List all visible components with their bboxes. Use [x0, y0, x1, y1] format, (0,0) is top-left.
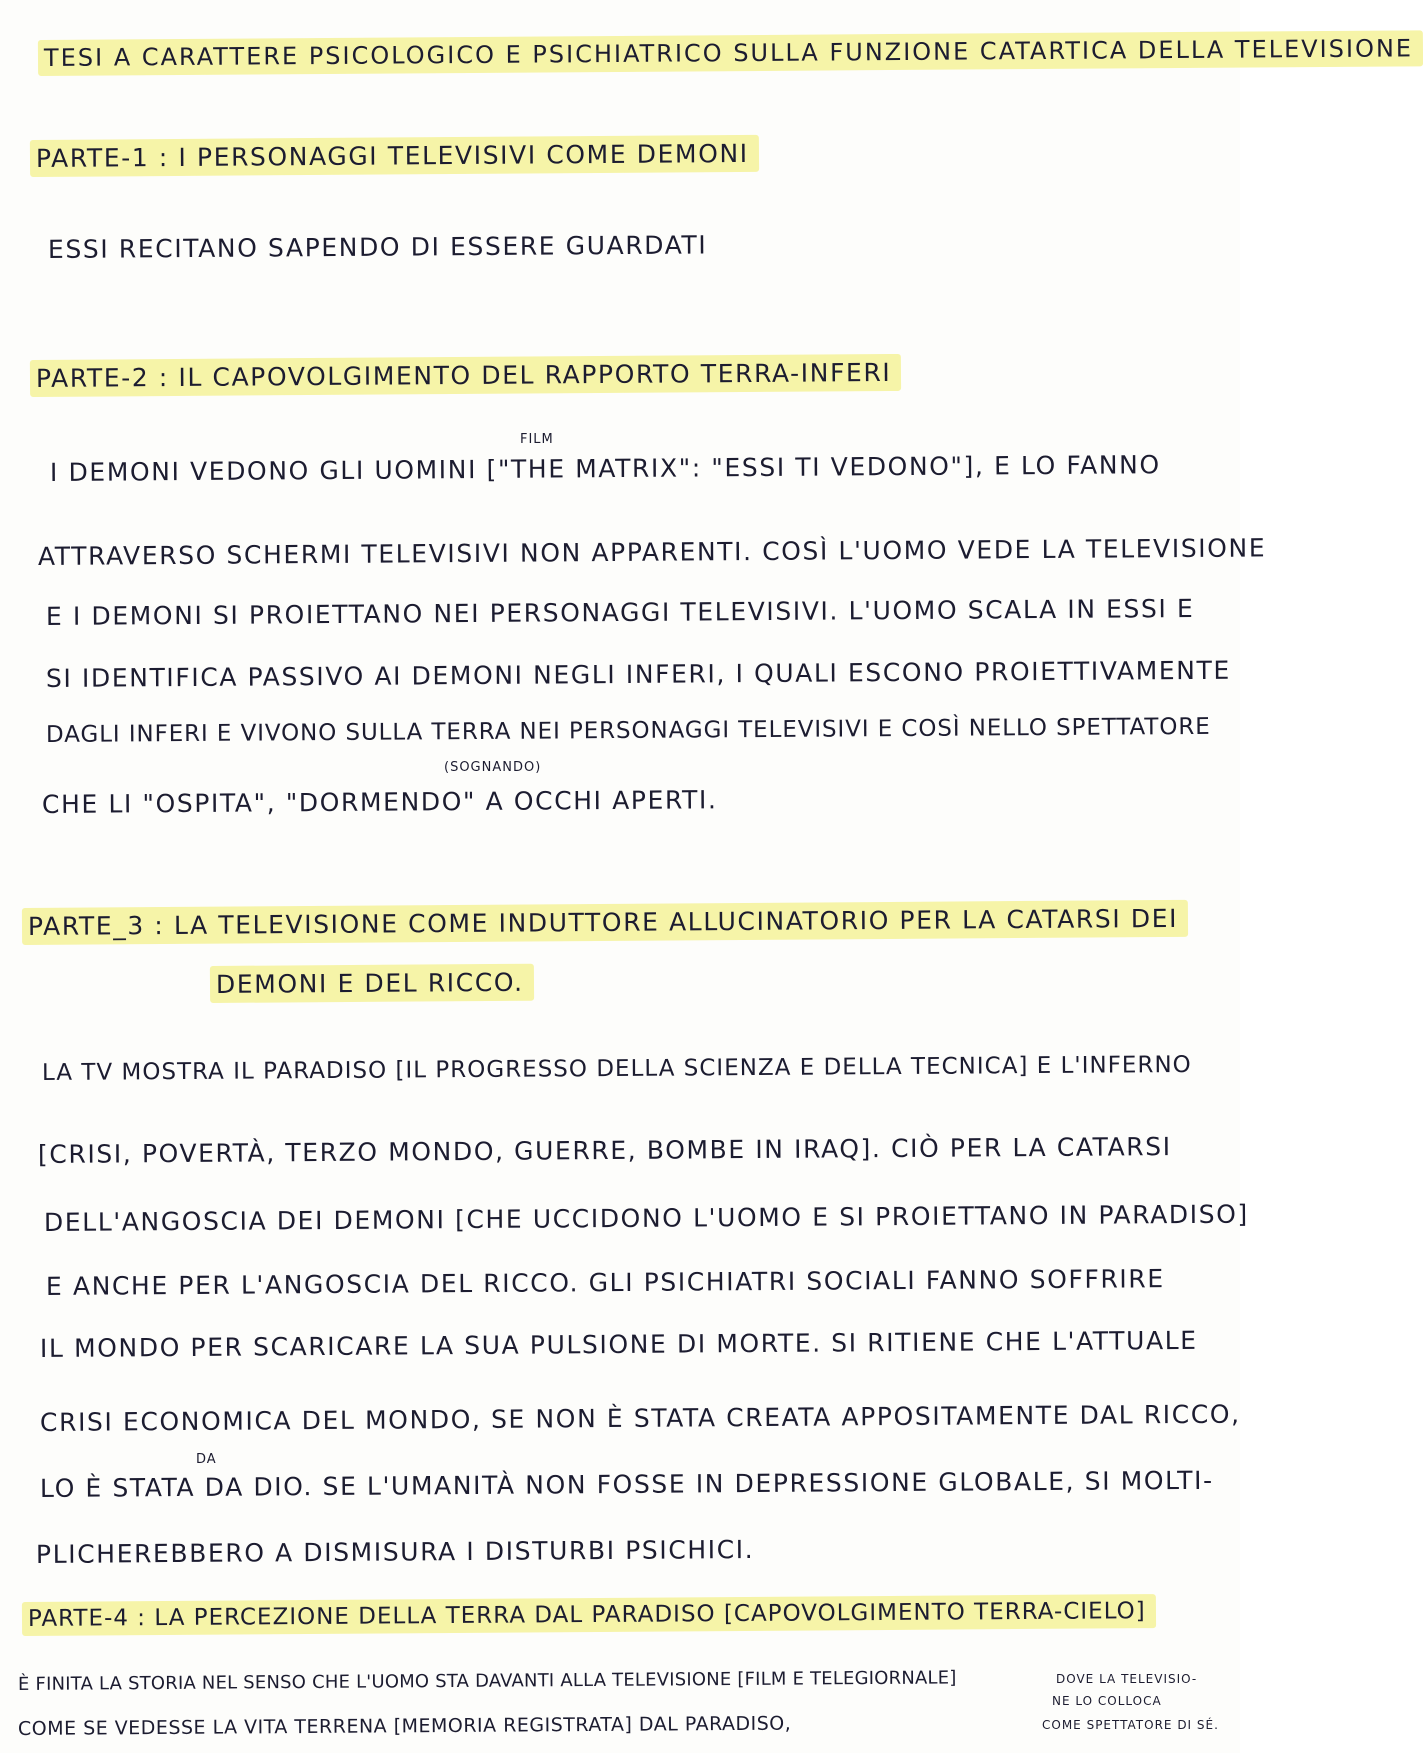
part-3-line: E ANCHE PER L'ANGOSCIA DEL RICCO. GLI PSICHIATRI SOCIALI FANNO SOFFRIRE — [45, 1264, 1165, 1301]
part-3-heading: PARTE_3 : LA TELEVISIONE COME INDUTTORE ALLUCINATORIO PER LA CATARSI DEI — [22, 900, 1188, 945]
part-4-margin-note-line: COME SPETTATORE DI SÉ. — [1042, 1718, 1219, 1732]
part-3-note-da: DA — [196, 1452, 217, 1467]
part-2-note-sognando: (SOGNANDO) — [444, 760, 542, 775]
part-3-line: CRISI ECONOMICA DEL MONDO, SE NON È STATA CREATA APPOSITAMENTE DAL RICCO, — [39, 1399, 1241, 1437]
part-2-line: I DEMONI VEDONO GLI UOMINI ["THE MATRIX": "ESSI TI VEDONO"], E LO FANNO — [49, 450, 1161, 487]
document-title: TESI A CARATTERE PSICOLOGICO E PSICHIATRICO SULLA FUNZIONE CATARTICA DELLA TELEVISIONE — [38, 30, 1423, 76]
part-2-line: DAGLI INFERI E VIVONO SULLA TERRA NEI PERSONAGGI TELEVISIVI E COSÌ NELLO SPETTATORE — [45, 713, 1211, 748]
part-3-line: [CRISI, POVERTÀ, TERZO MONDO, GUERRE, BOMBE IN IRAQ]. CIÒ PER LA CATARSI — [37, 1132, 1172, 1169]
part-3-line: LA TV MOSTRA IL PARADISO [IL PROGRESSO DELLA SCIENZA E DELLA TECNICA] E L'INFERNO — [41, 1051, 1192, 1086]
part-3-line: PLICHEREBBERO A DISMISURA I DISTURBI PSICHICI. — [35, 1534, 755, 1569]
part-3-line: DELL'ANGOSCIA DEI DEMONI [CHE UCCIDONO L'UOMO E SI PROIETTANO IN PARADISO] — [43, 1199, 1249, 1237]
part-3-line: IL MONDO PER SCARICARE LA SUA PULSIONE DI MORTE. SI RITIENE CHE L'ATTUALE — [39, 1325, 1198, 1363]
part-4-line: È FINITA LA STORIA NEL SENSO CHE L'UOMO STA DAVANTI ALLA TELEVISIONE [FILM E TELEGIORNALE] — [17, 1667, 957, 1695]
part-2-line: E I DEMONI SI PROIETTANO NEI PERSONAGGI TELEVISIVI. L'UOMO SCALA IN ESSI E — [45, 593, 1195, 631]
part-2-line: CHE LI "OSPITA", "DORMENDO" A OCCHI APERTI. — [41, 785, 718, 819]
part-1-line: ESSI RECITANO SAPENDO DI ESSERE GUARDATI — [47, 230, 708, 264]
part-1-heading: PARTE-1 : I PERSONAGGI TELEVISIVI COME DEMONI — [30, 135, 759, 177]
part-2-line: ATTRAVERSO SCHERMI TELEVISIVI NON APPARENTI. COSÌ L'UOMO VEDE LA TELEVISIONE — [37, 533, 1267, 571]
part-4-margin-note-line: NE LO COLLOCA — [1052, 1694, 1162, 1708]
part-3-line: LO È STATA DA DIO. SE L'UMANITÀ NON FOSSE IN DEPRESSIONE GLOBALE, SI MOLTI- — [39, 1465, 1214, 1503]
part-4-margin-note-line: DOVE LA TELEVISIO- — [1056, 1672, 1198, 1686]
part-2-line: SI IDENTIFICA PASSIVO AI DEMONI NEGLI INFERI, I QUALI ESCONO PROIETTIVAMENTE — [45, 655, 1231, 693]
part-3-heading-continued: DEMONI E DEL RICCO. — [210, 964, 534, 1003]
part-2-heading: PARTE-2 : IL CAPOVOLGIMENTO DEL RAPPORTO TERRA-INFERI — [30, 354, 902, 397]
part-4-line: COME SE VEDESSE LA VITA TERRENA [MEMORIA REGISTRATA] DAL PARADISO, — [17, 1712, 792, 1740]
part-2-note-film: FILM — [520, 432, 554, 447]
part-4-heading: PARTE-4 : LA PERCEZIONE DELLA TERRA DAL PARADISO [CAPOVOLGIMENTO TERRA-CIELO] — [22, 1594, 1156, 1636]
